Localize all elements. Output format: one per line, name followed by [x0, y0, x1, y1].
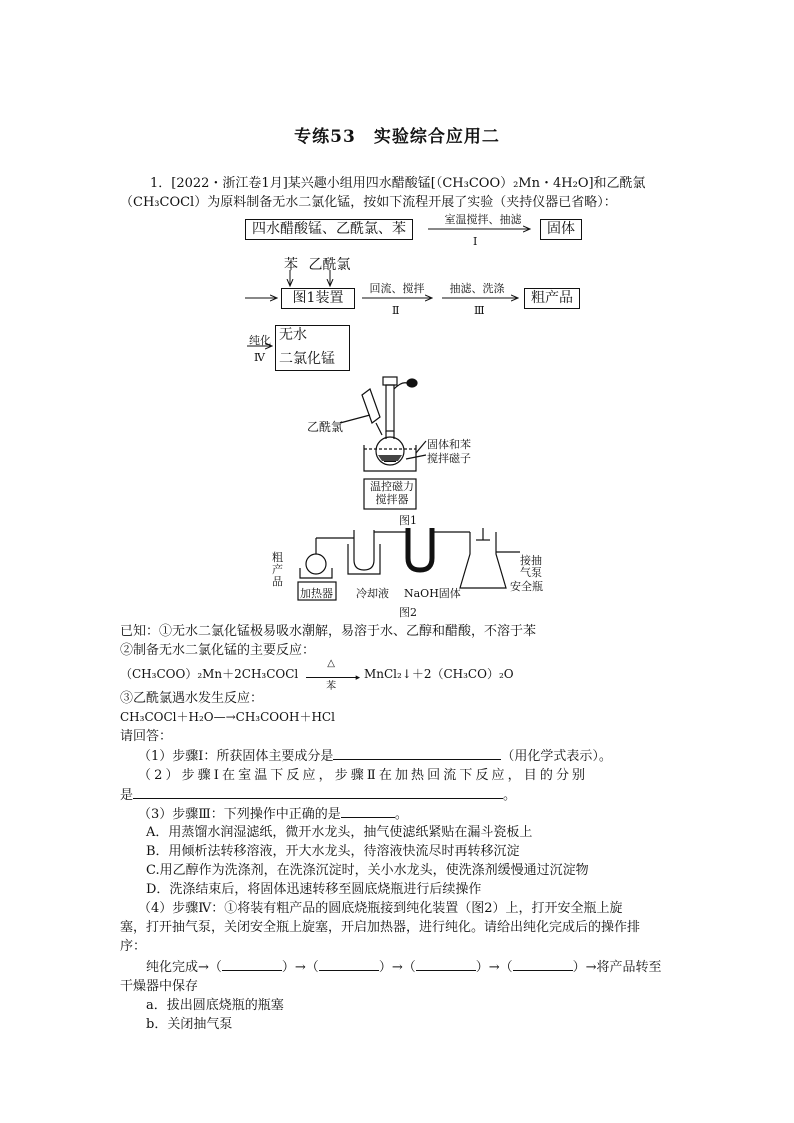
flow-step3-num: Ⅲ [474, 304, 485, 317]
flow-box-solid: 固体 [540, 219, 582, 240]
crude-flask [306, 554, 326, 574]
known-3: ③乙酰氯遇水发生反应： [120, 691, 264, 706]
q4-blank-4[interactable] [513, 958, 573, 971]
q4-seq-start: 纯化完成→（ [146, 960, 222, 975]
flow-box-device: 图1装置 [281, 288, 355, 309]
q4-seq-sep-1: ）→（ [281, 960, 319, 975]
q1-suffix: （用化学式表示）。 [501, 749, 612, 764]
answer-prompt: 请回答： [120, 729, 173, 744]
q1-answer-blank[interactable] [333, 746, 501, 760]
flow-box-final-line2: 二氯化锰 [279, 351, 335, 367]
cold-trap-utube [354, 530, 374, 570]
q3-suffix: 。 [394, 807, 408, 822]
flow-step4-label: 纯化 [249, 334, 271, 347]
naoh-utube [408, 528, 432, 570]
equation-1-left: （CH₃COO）₂Mn＋2CH₃COCl [120, 667, 299, 681]
q3 [138, 804, 408, 824]
q4-sequence [146, 958, 662, 977]
q2-answer-blank[interactable] [133, 785, 503, 799]
q2-line2-prefix: 是 [120, 788, 134, 803]
equation-1-cond-top: △ [327, 658, 335, 669]
equation-1-cond-bottom: 苯 [326, 681, 337, 692]
equation-1 [120, 658, 514, 692]
q3-answer-blank[interactable] [341, 804, 395, 818]
flow-box-start: 四水醋酸锰、乙酰氯、苯 [245, 219, 413, 240]
flow-step3-label: 抽滤、洗涤 [449, 282, 505, 295]
flow-box-final-line1: 无水 [279, 327, 307, 343]
fig2-label-pump: 接抽气泵 [520, 554, 542, 579]
q3-option-b: B．用倾析法转移溶液，开大水龙头，待溶液快流尽时再转移沉淀 [146, 844, 520, 859]
q2-line2 [120, 785, 516, 805]
fig2-label-coolant: 冷却液 [356, 587, 389, 600]
q2-line2-suffix: 。 [503, 788, 517, 803]
flow-step1-label: 室温搅拌、抽滤 [444, 213, 522, 226]
known-1: 已知：①无水二氯化锰极易吸水潮解，易溶于水、乙醇和醋酸，不溶于苯 [120, 624, 537, 639]
equation-1-right: MnCl₂↓＋2（CH₃CO）₂O [363, 667, 514, 681]
question-intro-line1: 1．[2022・浙江卷1月]某兴趣小组用四水醋酸锰[（CH₃COO）₂Mn・4H₂O]和乙酰氯 [150, 176, 646, 191]
q3-option-d: D．洗涤结束后，将固体迅速转移至圆底烧瓶进行后续操作 [146, 882, 482, 897]
fig2-label-safety: 安全瓶 [510, 580, 543, 593]
q3-option-c: C.用乙醇作为洗涤剂，在洗涤沉淀时，关小水龙头，使洗涤剂缓慢通过沉淀物 [146, 863, 589, 878]
q4-seq-end: ）→将产品转至 [572, 960, 662, 975]
question-intro-line2: （CH₃COCl）为原料制备无水二氯化锰，按如下流程开展了实验（夹持仪器已省略）： [120, 195, 617, 210]
known-2: ②制备无水二氯化锰的主要反应： [120, 643, 316, 658]
fig1-label-reagent: 乙酰氯 [307, 420, 344, 434]
fig1-label-stirrer-line1: 温控磁力 [370, 480, 414, 493]
fig2-caption: 图2 [399, 606, 417, 619]
dropping-funnel [362, 389, 380, 423]
q4-line3: 序： [120, 939, 147, 954]
flow-step1-num: Ⅰ [473, 235, 478, 248]
flow-step2-label: 回流、搅拌 [369, 282, 425, 295]
drying-tube-bulb [407, 379, 417, 387]
q4-blank-3[interactable] [416, 958, 476, 971]
fig1-label-stirrer [368, 480, 416, 506]
flow-box-crude: 粗产品 [524, 288, 580, 309]
equation-2: CH₃COCl＋H₂O—→CH₃COOH＋HCl [120, 710, 335, 724]
q1-prefix: （1）步骤Ⅰ：所获固体主要成分是 [138, 749, 334, 764]
fig1-label-solid: 固体和苯 [427, 438, 471, 451]
fig2-label-heater: 加热器 [300, 587, 333, 600]
q4-option-b: b．关闭抽气泵 [146, 1017, 233, 1032]
flow-arrows [0, 0, 794, 380]
fig2-label-naoh: NaOH固体 [404, 587, 461, 600]
q4-blank-1[interactable] [222, 958, 282, 971]
condenser-top [383, 377, 397, 385]
q1 [138, 746, 612, 766]
q4-blank-2[interactable] [319, 958, 379, 971]
equation-1-condition: △ ▸ 苯 [306, 671, 356, 678]
fig1-label-stirbar: 搅拌磁子 [427, 452, 471, 465]
q4-line1: （4）步骤Ⅳ：①将装有粗产品的圆底烧瓶接到纯化装置（图2）上，打开安全瓶上旋 [138, 901, 623, 916]
flow-reagents: 苯 乙酰氯 [284, 257, 351, 273]
q3-prefix: （3）步骤Ⅲ：下列操作中正确的是 [138, 807, 341, 822]
q4-line5: 干燥器中保存 [120, 979, 199, 994]
flow-step2-num: Ⅱ [392, 304, 400, 317]
reflux-condenser [386, 385, 394, 431]
q4-line2: 塞，打开抽气泵，关闭安全瓶上旋塞，开启加热器，进行纯化。请给出纯化完成后的操作排 [120, 920, 641, 935]
q4-seq-sep-2: ）→（ [378, 960, 416, 975]
q3-option-a: A．用蒸馏水润湿滤纸，微开水龙头，抽气使滤纸紧贴在漏斗瓷板上 [146, 825, 533, 840]
flow-step4-num: Ⅳ [254, 351, 265, 364]
fig1-caption: 图1 [399, 514, 417, 527]
q4-seq-sep-3: ）→（ [475, 960, 513, 975]
q4-option-a: a．拔出圆底烧瓶的瓶塞 [146, 998, 284, 1013]
fig1-label-stirrer-line2: 搅拌器 [375, 493, 409, 506]
fig2-label-crude: 粗产品 [272, 551, 283, 588]
q2-line1: （2）步骤Ⅰ在室温下反应，步骤Ⅱ在加热回流下反应，目的分别 [138, 768, 589, 783]
flask-bath [300, 568, 332, 578]
page-title: 专练53 实验综合应用二 [294, 127, 500, 147]
